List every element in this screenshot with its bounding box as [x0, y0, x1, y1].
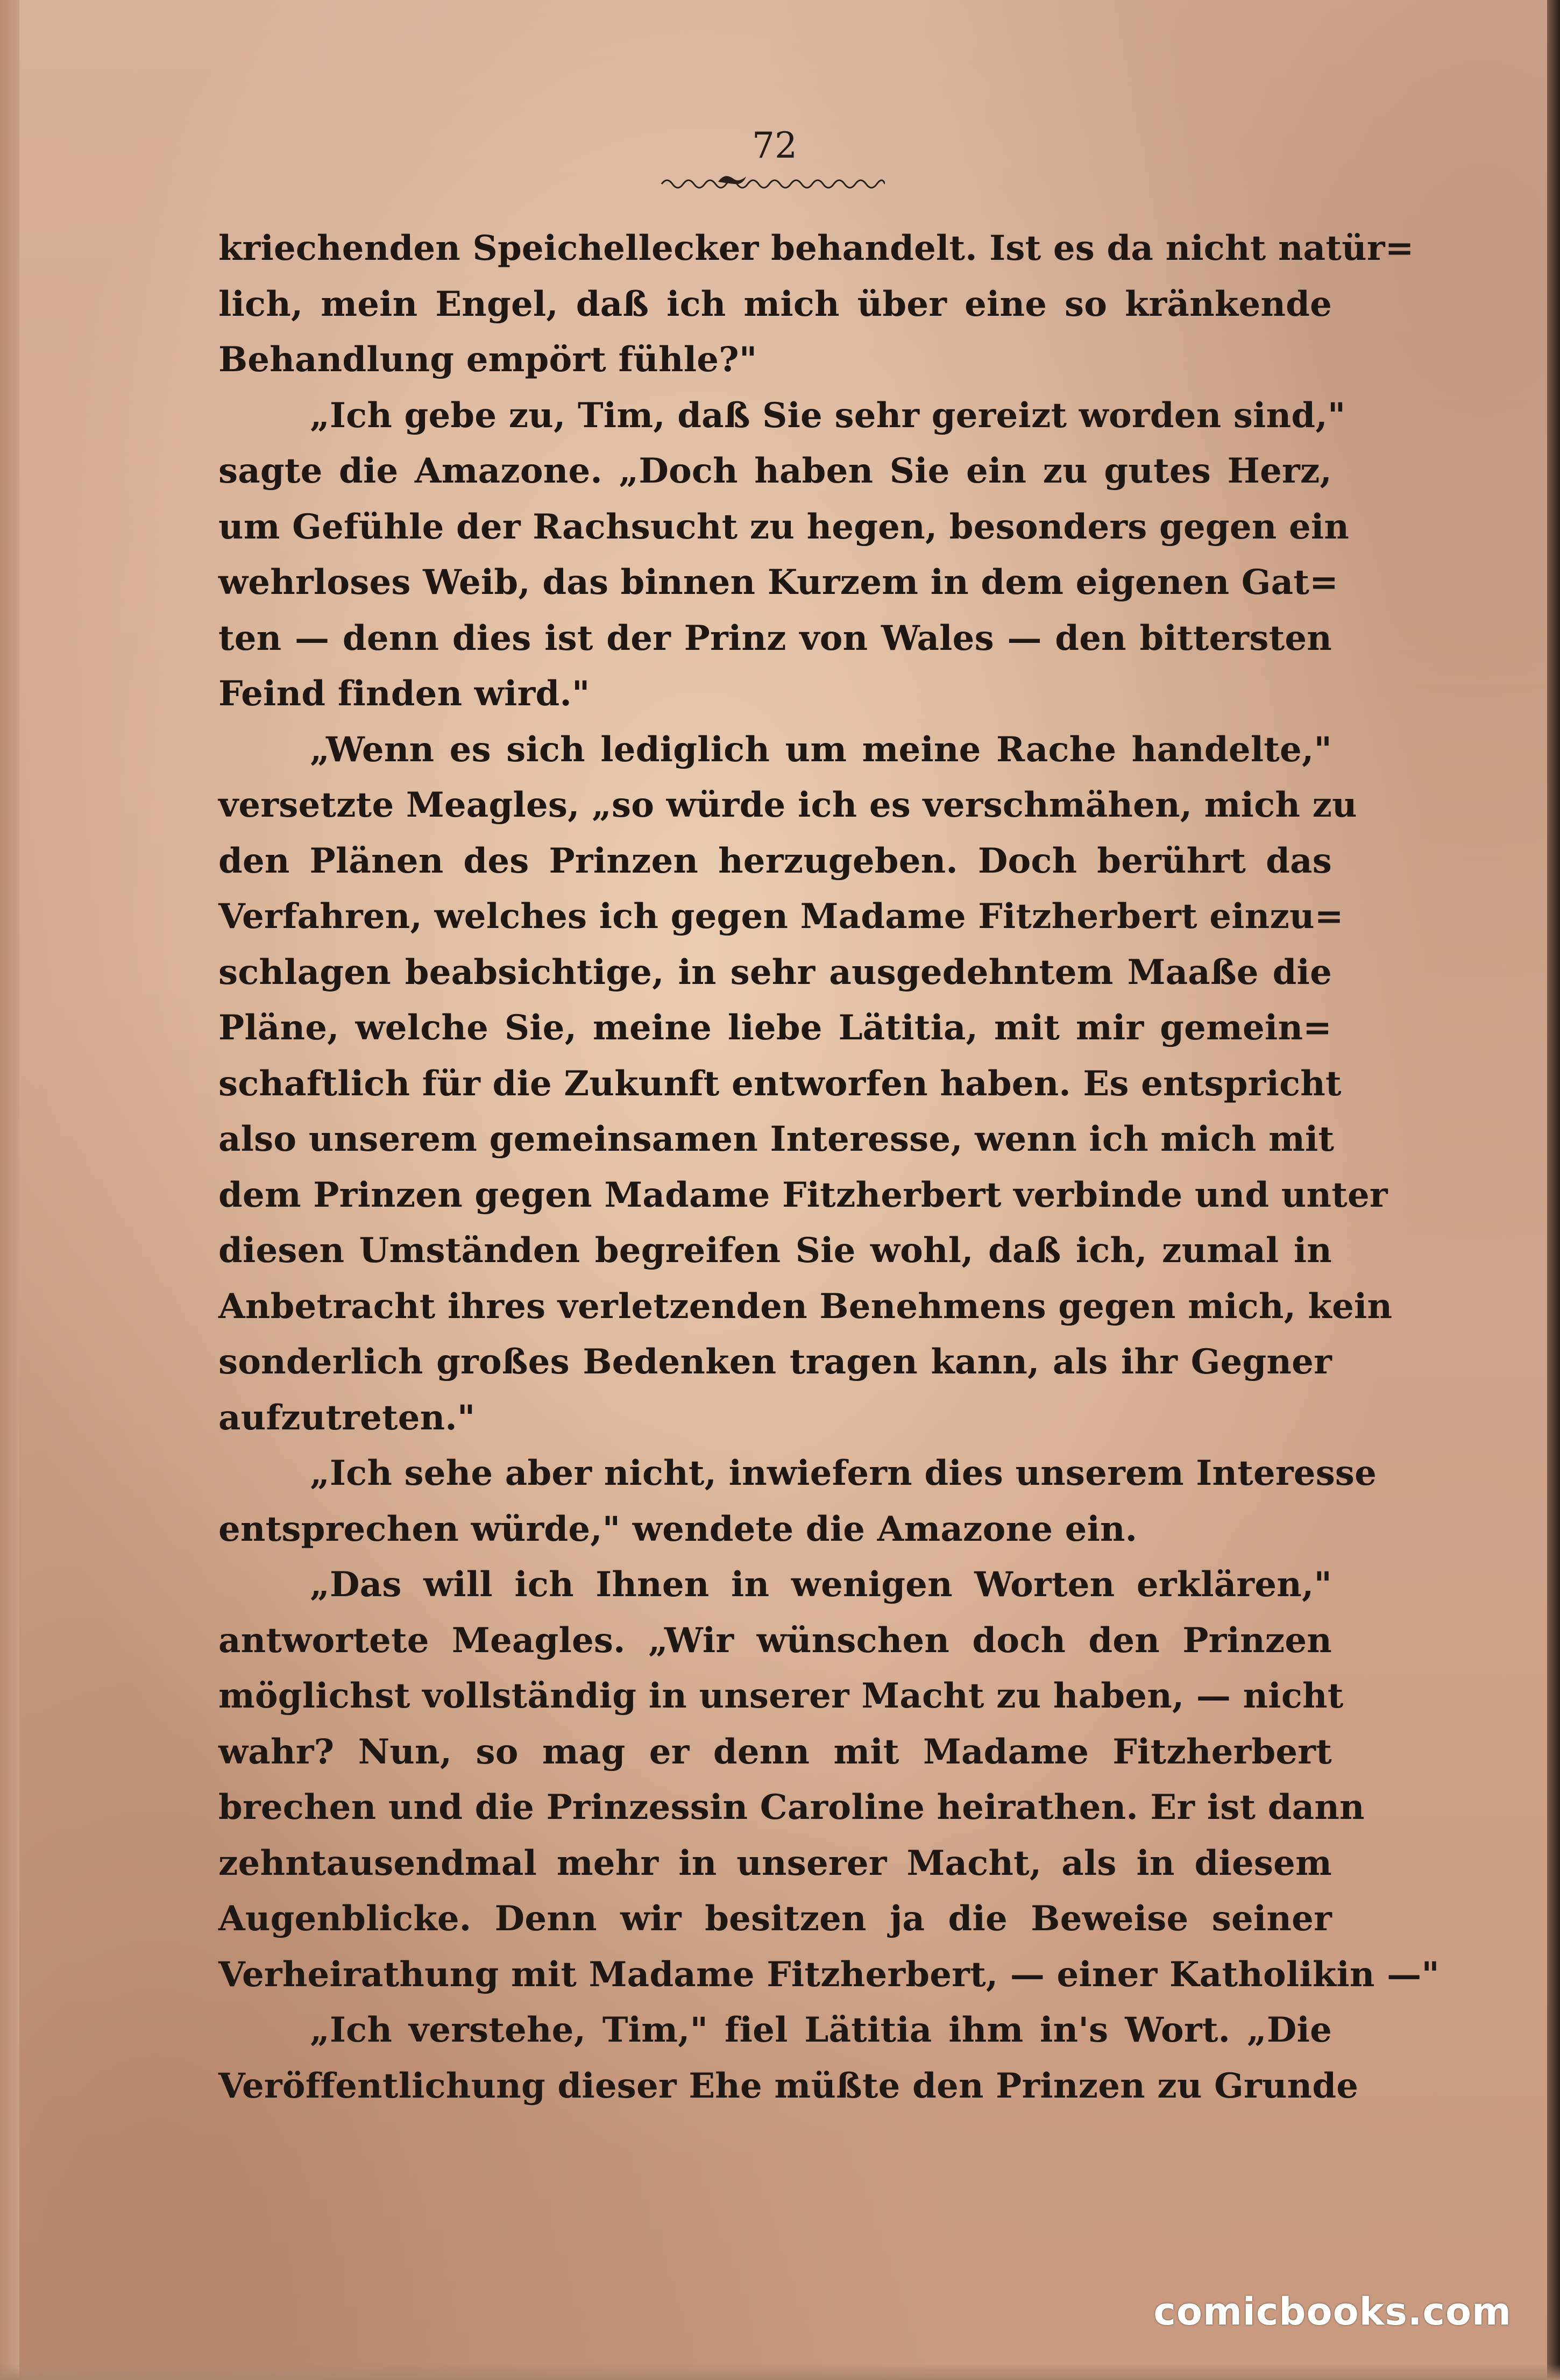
text-line: um Gefühle der Rachsucht zu hegen, besonders gegen ein [218, 506, 1350, 547]
text-line: Anbetracht ihres verletzenden Benehmens gegen mich, kein [218, 1286, 1393, 1327]
text-line: „Ich gebe zu, Tim, daß Sie sehr gereizt worden sind," [310, 395, 1346, 436]
text-line: Verfahren, welches ich gegen Madame Fitzherbert einzu= [218, 896, 1344, 937]
text-line: wehrloses Weib, das binnen Kurzem in dem eigenen Gat= [218, 562, 1338, 603]
text-line: ten — denn dies ist der Prinz von Wales — den bittersten [218, 618, 1332, 658]
text-line: Veröffentlichung dieser Ehe müßte den Prinzen zu Grunde [218, 2065, 1359, 2106]
text-line: „Wenn es sich lediglich um meine Rache handelte," [310, 729, 1332, 770]
text-line: zehntausendmal mehr in unserer Macht, als in diesem [218, 1843, 1332, 1883]
text-line: entsprechen würde," wendete die Amazone ein. [218, 1508, 1138, 1549]
text-line: Augenblicke. Denn wir besitzen ja die Beweise seiner [218, 1899, 1332, 1939]
text-line: wahr? Nun, so mag er denn mit Madame Fitzherbert [218, 1731, 1332, 1772]
page-right-edge [1547, 0, 1560, 2380]
text-line: diesen Umständen begreifen Sie wohl, daß ich, zumal in [218, 1230, 1332, 1271]
text-line: brechen und die Prinzessin Caroline heirathen. Er ist dann [218, 1787, 1365, 1828]
text-line: Behandlung empört fühle?" [218, 339, 757, 380]
text-line: antwortete Meagles. „Wir wünschen doch den Prinzen [218, 1620, 1332, 1661]
text-line: versetzte Meagles, „so würde ich es verschmähen, mich zu [218, 785, 1357, 825]
text-line: kriechenden Speichellecker behandelt. Ist es da nicht natür= [218, 228, 1414, 268]
page-bottom-edge [0, 2364, 1560, 2380]
text-line: aufzutreten." [218, 1397, 476, 1438]
text-line: „Das will ich Ihnen in wenigen Worten erklären," [310, 1564, 1332, 1605]
text-line: also unserem gemeinsamen Interesse, wenn ich mich mit [218, 1119, 1335, 1159]
text-line: dem Prinzen gegen Madame Fitzherbert verbinde und unter [218, 1174, 1388, 1215]
text-line: Feind finden wird." [218, 674, 590, 714]
ornament-rule [659, 171, 885, 193]
text-line: möglichst vollständig in unserer Macht zu haben, — nicht [218, 1676, 1344, 1716]
text-line: Pläne, welche Sie, meine liebe Lätitia, mit mir gemein= [218, 1008, 1332, 1048]
text-line: sonderlich großes Bedenken tragen kann, als ihr Gegner [218, 1342, 1332, 1382]
text-line: lich, mein Engel, daß ich mich über eine so kränkende [218, 284, 1332, 324]
page-left-edge [0, 0, 19, 2380]
body-text [218, 221, 1440, 2114]
watermark: comicbooks.com [1153, 2290, 1512, 2334]
text-line: sagte die Amazone. „Doch haben Sie ein zu gutes Herz, [218, 451, 1332, 491]
text-line: den Plänen des Prinzen herzugeben. Doch berührt das [218, 840, 1332, 881]
text-line: Verheirathung mit Madame Fitzherbert, — einer Katholikin —" [218, 1954, 1440, 1995]
text-line: „Ich verstehe, Tim," fiel Lätitia ihm in's Wort. „Die [310, 2010, 1332, 2050]
text-line: „Ich sehe aber nicht, inwiefern dies unserem Interesse [310, 1453, 1377, 1493]
text-line: schlagen beabsichtige, in sehr ausgedehntem Maaße die [218, 952, 1332, 993]
page-number: 72 [752, 125, 797, 166]
text-line: schaftlich für die Zukunft entworfen haben. Es entspricht [218, 1063, 1342, 1104]
